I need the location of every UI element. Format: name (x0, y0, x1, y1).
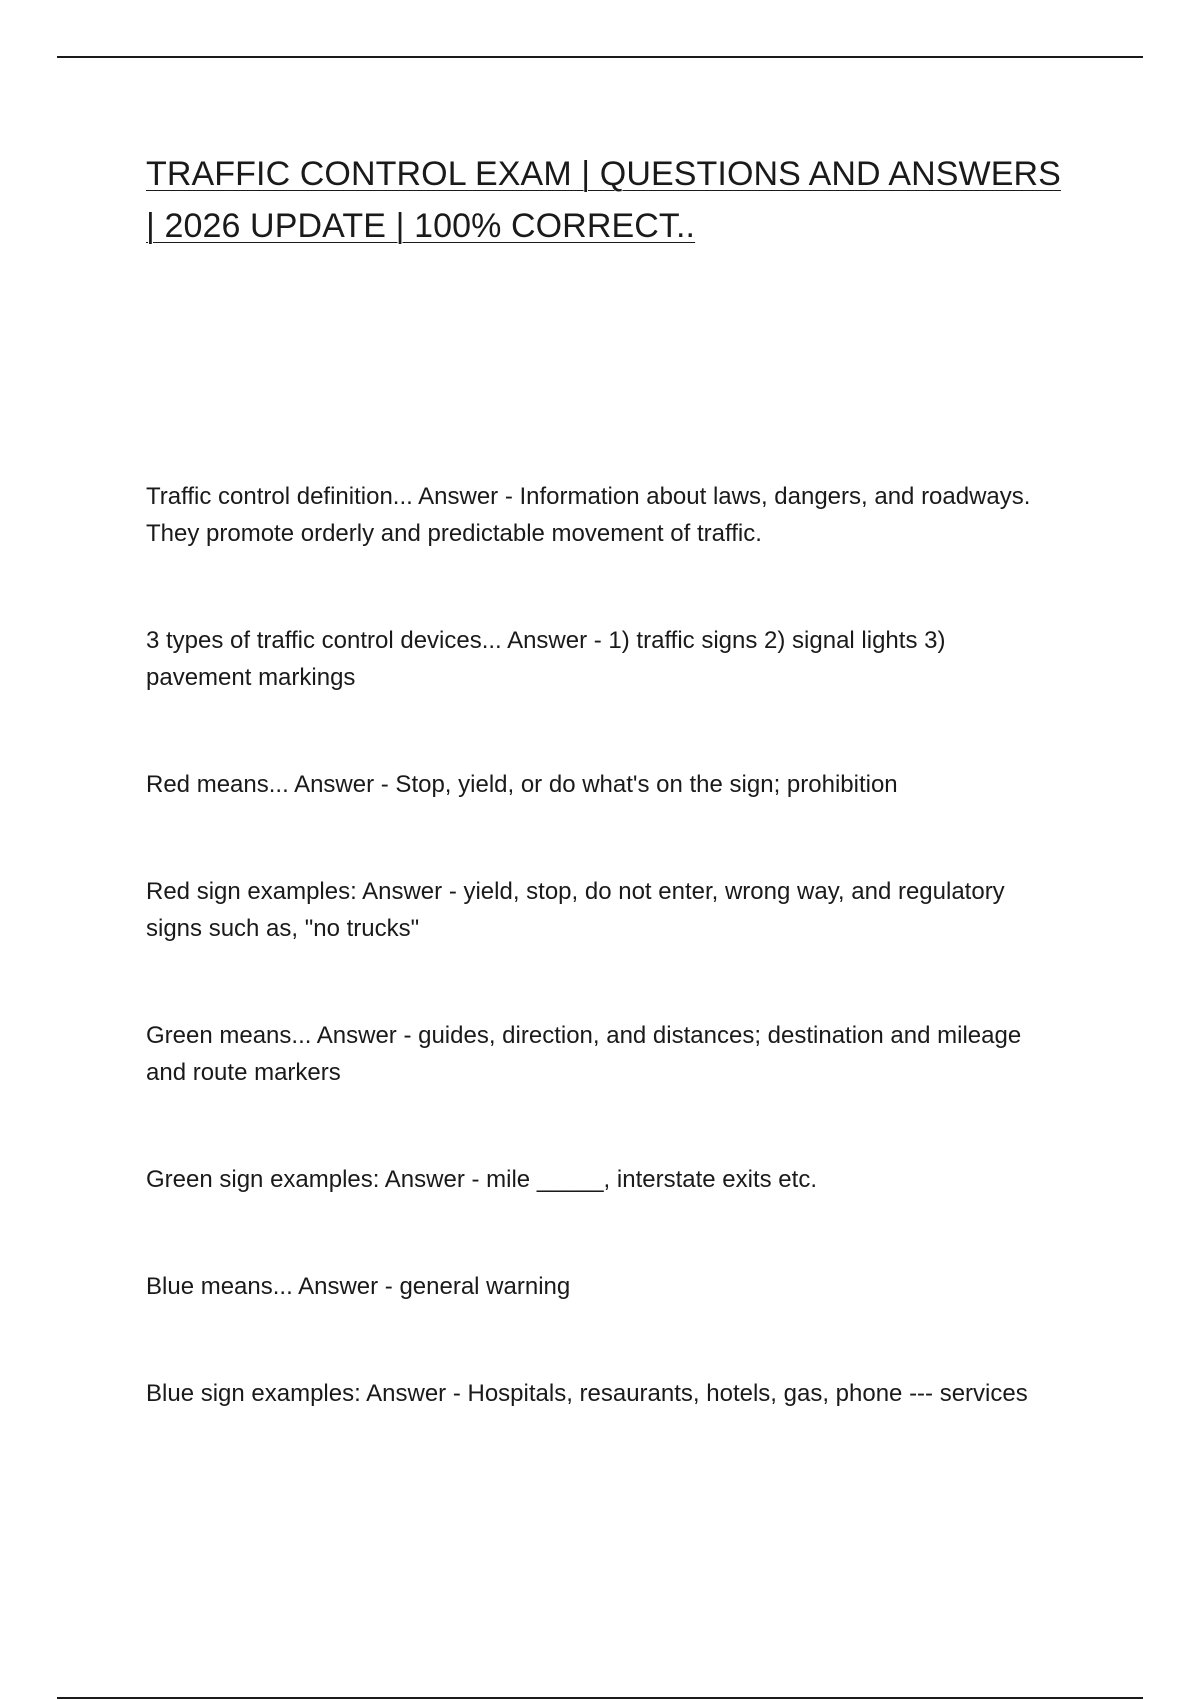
qa-item: Green sign examples: Answer - mile _____, interstate exits etc. (146, 1166, 817, 1193)
header-rule (57, 56, 1143, 58)
qa-item: 3 types of traffic control devices... Answer - 1) traffic signs 2) signal lights 3) pavement markings (146, 627, 946, 691)
footer-rule (57, 1697, 1143, 1699)
qa-item: Green means... Answer - guides, direction, and distances; destination and mileage and route markers (146, 1022, 1022, 1086)
qa-item: Red sign examples: Answer - yield, stop, do not enter, wrong way, and regulatory signs such as, "no trucks" (146, 878, 1005, 942)
qa-item: Traffic control definition... Answer - Information about laws, dangers, and roadways. They promote orderly and predictable movement of traffic. (146, 483, 1031, 547)
qa-item: Blue means... Answer - general warning (146, 1273, 571, 1300)
qa-item: Red means... Answer - Stop, yield, or do what's on the sign; prohibition (146, 771, 898, 798)
document-title: TRAFFIC CONTROL EXAM | QUESTIONS AND ANSWERS | 2026 UPDATE | 100% CORRECT.. (146, 155, 1061, 245)
qa-item: Blue sign examples: Answer - Hospitals, resaurants, hotels, gas, phone --- services (146, 1380, 1028, 1407)
qa-list (146, 478, 1046, 1482)
